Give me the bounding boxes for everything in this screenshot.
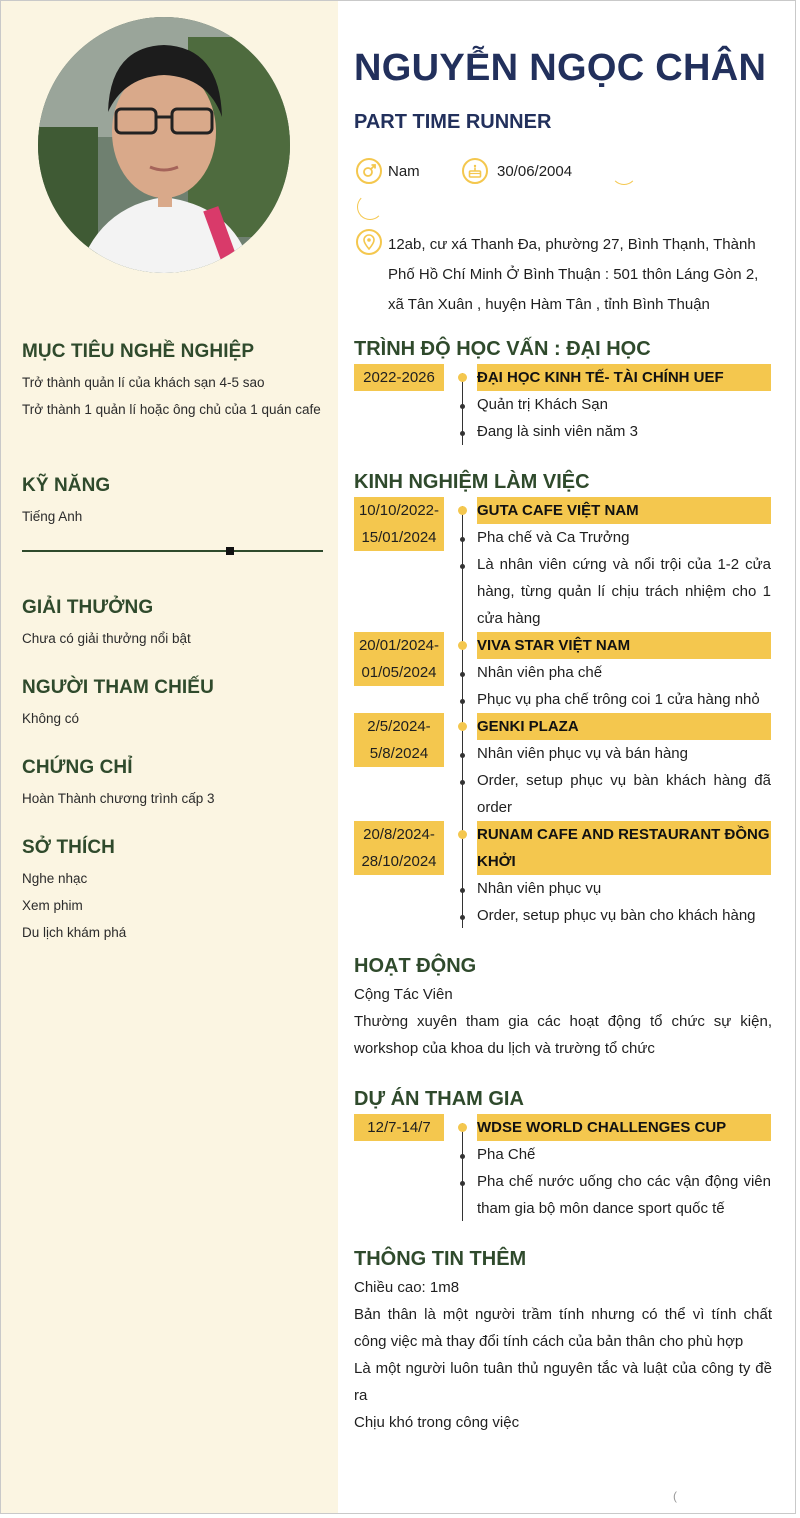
job-date (354, 632, 444, 686)
bullet (460, 888, 465, 893)
empty-field-icon (611, 159, 637, 185)
job-item: Order, setup phục vụ bàn cho khách hàng (477, 907, 756, 924)
birthdate-text: 30/06/2004 (497, 163, 573, 180)
project-title: WDSE WORLD CHALLENGES CUP (477, 1114, 771, 1141)
job-title: PART TIME RUNNER (354, 111, 552, 133)
job-company: GENKI PLAZA (477, 713, 771, 740)
awards-heading: GIẢI THƯỞNG (22, 597, 154, 618)
profile-photo (38, 17, 290, 273)
skill-level-bar (22, 550, 323, 552)
certificates-section (22, 757, 326, 812)
references-text: Không có (22, 711, 80, 726)
bullet (460, 915, 465, 920)
skill-level-marker (226, 547, 234, 555)
job-item: Là nhân viên cứng và nổi trội của 1-2 cửa hàng, từng quản lí chịu trách nhiệm cho 1 cửa hàng (477, 556, 771, 627)
education-date: 2022-2026 (354, 364, 444, 391)
additional-heading: THÔNG TIN THÊM (354, 1248, 527, 1270)
job-date-end: 01/05/2024 (361, 664, 437, 681)
job-date-end: 28/10/2024 (361, 853, 437, 870)
education-heading: TRÌNH ĐỘ HỌC VẤN : ĐẠI HỌC (354, 338, 651, 360)
timeline-dot (458, 373, 467, 382)
activity-line: Thường xuyên tham gia các hoạt động tổ chức sự kiện, workshop của khoa du lịch và trường tổ chức (354, 1013, 772, 1057)
timeline-dot (458, 830, 467, 839)
job-date (354, 713, 444, 767)
project-date: 12/7-14/7 (354, 1114, 444, 1141)
job-date-start: 20/01/2024- (358, 637, 440, 654)
hobby-item: Xem phim (22, 898, 83, 913)
empty-field-icon (357, 194, 383, 220)
timeline-dot (458, 506, 467, 515)
bullet (460, 564, 465, 569)
job-date-end: 15/01/2024 (361, 529, 437, 546)
gender-text: Nam (388, 163, 420, 180)
bullet (460, 780, 465, 785)
timeline-dot (458, 722, 467, 731)
timeline-line (462, 1123, 463, 1221)
education-item: Đang là sinh viên năm 3 (477, 423, 638, 440)
bullet (460, 699, 465, 704)
job-date-start: 2/5/2024- (367, 718, 431, 735)
bullet (460, 1154, 465, 1159)
bullet (460, 753, 465, 758)
activities-heading: HOẠT ĐỘNG (354, 955, 477, 977)
skills-section (22, 475, 326, 530)
references-section (22, 677, 326, 732)
bullet (460, 537, 465, 542)
hobbies-heading: SỞ THÍCH (22, 837, 116, 858)
certificates-text: Hoàn Thành chương trình cấp 3 (22, 791, 215, 806)
certificates-heading: CHỨNG CHỈ (22, 757, 133, 778)
job-company: GUTA CAFE VIỆT NAM (477, 497, 771, 524)
objective-section (22, 341, 326, 423)
location-icon (356, 229, 382, 255)
education-item: Quản trị Khách Sạn (477, 396, 608, 413)
awards-text: Chưa có giải thưởng nổi bật (22, 631, 191, 646)
additional-line: Chịu khó trong công việc (354, 1414, 520, 1431)
project-item: Pha chế nước uống cho các vận động viên tham gia bộ môn dance sport quốc tế (477, 1173, 771, 1217)
timeline-dot (458, 1123, 467, 1132)
objective-heading: MỤC TIÊU NGHỀ NGHIỆP (22, 341, 255, 362)
projects-heading: DỰ ÁN THAM GIA (354, 1088, 524, 1110)
job-item: Phục vụ pha chế trông coi 1 cửa hàng nhỏ (477, 691, 760, 708)
bullet (460, 431, 465, 436)
experience-heading: KINH NGHIỆM LÀM VIỆC (354, 471, 590, 493)
activity-line: Cộng Tác Viên (354, 986, 453, 1003)
additional-line: Là một người luôn tuân thủ nguyên tắc và luật của công ty đề ra (354, 1360, 772, 1404)
job-item: Nhân viên phục vụ (477, 880, 602, 897)
skill-name: Tiếng Anh (22, 509, 83, 524)
timeline-dot (458, 641, 467, 650)
education-school: ĐẠI HỌC KINH TẾ- TÀI CHÍNH UEF (477, 364, 771, 391)
objective-line: Trở thành quản lí của khách sạn 4-5 sao (22, 375, 265, 390)
bullet (460, 672, 465, 677)
skills-heading: KỸ NĂNG (22, 475, 111, 496)
job-date (354, 497, 444, 551)
job-item: Nhân viên phục vụ và bán hàng (477, 745, 688, 762)
job-date-start: 10/10/2022- (358, 502, 440, 519)
additional-line: Bản thân là một người trầm tính nhưng có thể vì tính chất công việc mà thay đổi tính cách của bản thân cho phù hợp (354, 1306, 772, 1350)
birthday-cake-icon (462, 158, 488, 184)
additional-line: Chiều cao: 1m8 (354, 1279, 460, 1296)
footer-mark: ( (673, 1489, 677, 1503)
awards-section (22, 597, 326, 652)
job-company: VIVA STAR VIỆT NAM (477, 632, 771, 659)
candidate-name: NGUYỄN NGỌC CHÂN (354, 47, 767, 89)
objective-line: Trở thành 1 quản lí hoặc ông chủ của 1 quán cafe (22, 402, 321, 417)
hobbies-section (22, 837, 326, 946)
project-item: Pha Chế (477, 1146, 536, 1163)
hobby-item: Nghe nhạc (22, 871, 88, 886)
hobby-item: Du lịch khám phá (22, 925, 127, 940)
job-company: RUNAM CAFE AND RESTAURANT ĐỒNG KHỞI (477, 821, 771, 875)
job-date-end: 5/8/2024 (369, 745, 429, 762)
references-heading: NGƯỜI THAM CHIẾU (22, 677, 214, 698)
job-date-start: 20/8/2024- (363, 826, 435, 843)
timeline-line (462, 506, 463, 928)
job-item: Order, setup phục vụ bàn khách hàng đã order (477, 772, 771, 816)
job-date (354, 821, 444, 875)
bullet (460, 1181, 465, 1186)
job-item: Nhân viên pha chế (477, 664, 603, 681)
job-item: Pha chế và Ca Trưởng (477, 529, 630, 546)
bullet (460, 404, 465, 409)
gender-icon (356, 158, 382, 184)
address-text: 12ab, cư xá Thanh Đa, phường 27, Bình Thạnh, Thành Phố Hồ Chí Minh Ở Bình Thuận : 501 thôn Láng Gòn 2, xã Tân Xuân , huyện Hàm Tân , tỉnh Bình Thuận (388, 236, 759, 313)
